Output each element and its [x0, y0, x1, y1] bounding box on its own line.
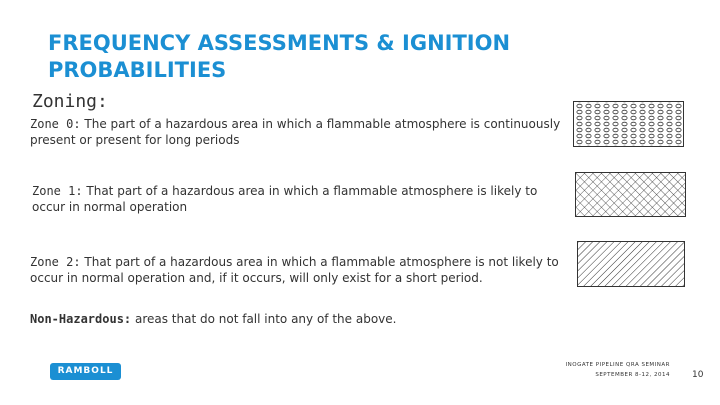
seminar-date: SEPTEMBER 8-12, 2014 [595, 372, 670, 378]
zone-2-label: Zone 2: [30, 255, 81, 269]
zone-2-text: That part of a hazardous area in which a flammable atmosphere is not likely to occur in normal operation and, if it occurs, will only exist for a short period. [30, 255, 559, 285]
zone-0-definition [30, 116, 570, 148]
zone-1-definition [32, 183, 562, 215]
zone-1-text: That part of a hazardous area in which a flammable atmosphere is likely to occur in normal operation [32, 184, 538, 214]
diagonal-hatch-icon [577, 241, 685, 287]
footer-info [566, 360, 670, 380]
non-hazardous-definition [30, 311, 570, 327]
slide-title: FREQUENCY ASSESSMENTS & IGNITION PROBABILITIES [48, 31, 511, 82]
crosshatch-icon [575, 172, 686, 217]
non-hazardous-label: Non-Hazardous: [30, 312, 132, 326]
zone-2-definition [30, 254, 570, 286]
circles-icon [573, 101, 684, 147]
zone-0-label: Zone 0: [30, 117, 81, 131]
zone-0-text: The part of a hazardous area in which a flammable atmosphere is continuously present or present for long periods [30, 117, 561, 147]
non-hazardous-text: areas that do not fall into any of the above. [131, 312, 397, 326]
slide-subtitle: Zoning: [32, 91, 108, 112]
zone-1-label: Zone 1: [32, 184, 83, 198]
seminar-name: INOGATE PIPELINE QRA SEMINAR [565, 362, 670, 368]
page-number: 10 [692, 370, 704, 380]
ramboll-logo: RAMBOLL [50, 363, 121, 380]
